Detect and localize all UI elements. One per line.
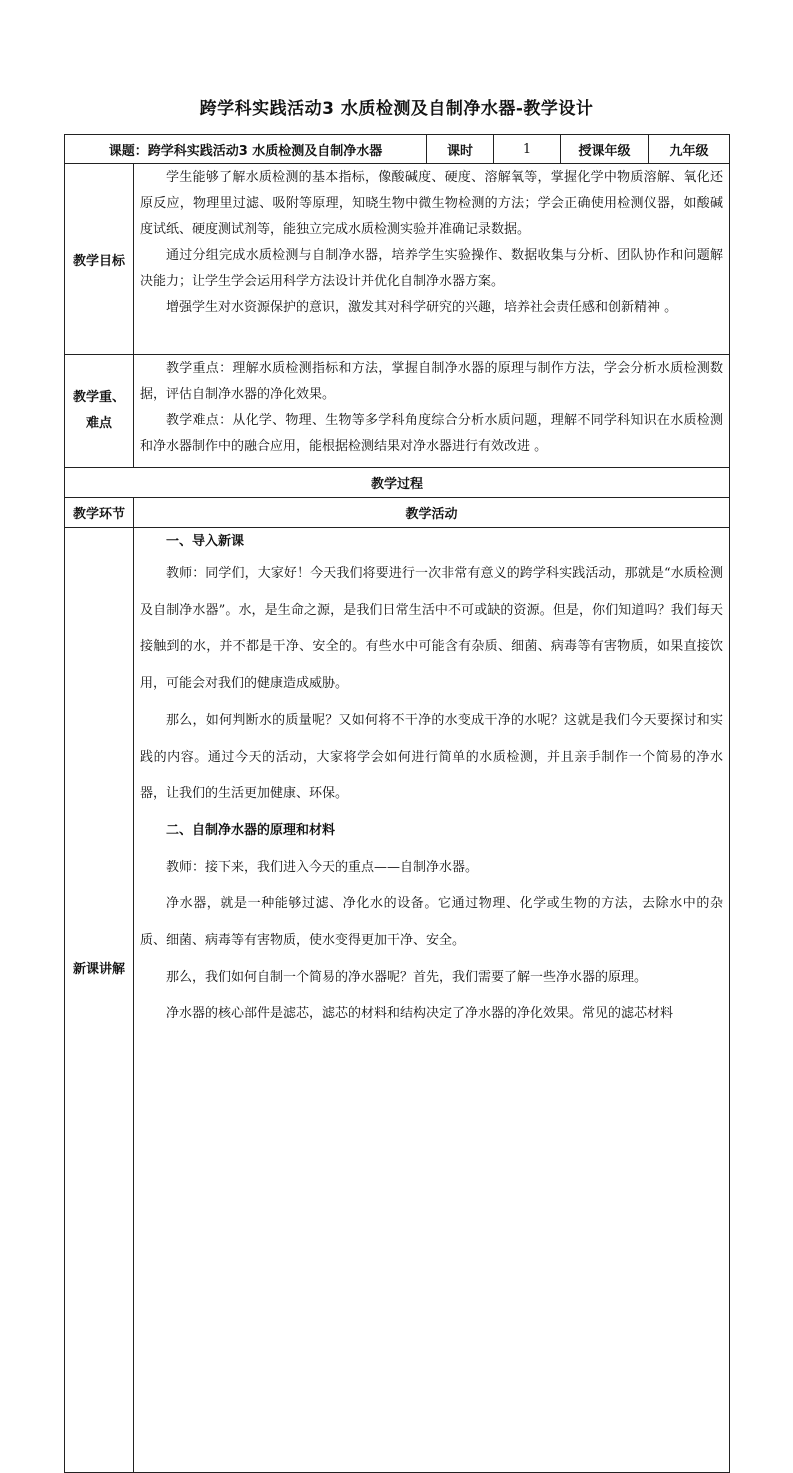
lecture-paragraph: 净水器的核心部件是滤芯，滤芯的材料和结构决定了净水器的净化效果。常见的滤芯材料 bbox=[166, 1006, 674, 1022]
keypoints-label-line1: 教学重、 bbox=[72, 390, 125, 405]
keypoints-label bbox=[65, 355, 134, 468]
process-title: 教学过程 bbox=[65, 468, 730, 498]
keypoints-content bbox=[134, 355, 730, 468]
lecture-paragraph: 教师：同学们，大家好！今天我们将要进行一次非常有意义的跨学科实践活动，那就是“水质检测及自制净水器”。水，是生命之源，是我们日常生活中不可或缺的资源。但是，你们知道吗？我们每天接触到的水，并不都是干净、安全的。有些水中可能含有杂质、细菌、病毒等有害物质，如果直接饮用，可能会对我们的健康造成威胁。 bbox=[140, 566, 724, 692]
topic-text: 课题：跨学科实践活动3 水质检测及自制净水器 bbox=[108, 143, 383, 159]
lecture-paragraph: 那么，我们如何自制一个简易的净水器呢？首先，我们需要了解一些净水器的原理。 bbox=[166, 969, 648, 985]
hours-value: 1 bbox=[494, 135, 561, 164]
keypoints-row bbox=[65, 355, 730, 468]
hours-label: 课时 bbox=[427, 135, 494, 164]
lecture-paragraph: 教师：接下来，我们进入今天的重点——自制净水器。 bbox=[166, 859, 479, 875]
keypoints-label-line2: 难点 bbox=[85, 416, 112, 431]
process-header-row bbox=[65, 498, 730, 528]
objectives-content bbox=[134, 164, 730, 355]
objectives-row bbox=[65, 164, 730, 355]
grade-value: 九年级 bbox=[649, 135, 730, 164]
document-title: 跨学科实践活动3 水质检测及自制净水器-教学设计 bbox=[199, 99, 594, 119]
section1-heading: 一、导入新课 bbox=[166, 534, 245, 549]
lecture-content bbox=[134, 528, 730, 1473]
section2-heading: 二、自制净水器的原理和材料 bbox=[166, 822, 336, 838]
topic-cell bbox=[65, 135, 427, 164]
objectives-label: 教学目标 bbox=[65, 164, 134, 355]
stage-column-header: 教学环节 bbox=[65, 498, 134, 528]
lecture-paragraph: 净水器，就是一种能够过滤、净化水的设备。它通过物理、化学或生物的方法，去除水中的杂质、细菌、病毒等有害物质，使水变得更加干净、安全。 bbox=[140, 896, 724, 949]
activity-column-header: 教学活动 bbox=[134, 498, 730, 528]
keypoint-paragraph: 教学难点：从化学、物理、生物等多学科角度综合分析水质问题，理解不同学科知识在水质检测和净水器制作中的融合应用，能根据检测结果对净水器进行有效改进 。 bbox=[140, 413, 724, 454]
objective-paragraph: 学生能够了解水质检测的基本指标，像酸碱度、硬度、溶解氧等，掌握化学中物质溶解、氧化还原反应，物理里过滤、吸附等原理，知晓生物中微生物检测的方法；学会正确使用检测仪器，如酸碱度试纸、硬度测试剂等，能独立完成水质检测实验并准确记录数据。 bbox=[140, 170, 724, 237]
process-title-row bbox=[65, 468, 730, 498]
lecture-row bbox=[65, 528, 730, 1473]
lecture-paragraph: 那么，如何判断水的质量呢？又如何将不干净的水变成干净的水呢？这就是我们今天要探讨和实践的内容。通过今天的活动，大家将学会如何进行简单的水质检测，并且亲手制作一个简易的净水器，让我们的生活更加健康、环保。 bbox=[140, 712, 724, 802]
keypoint-paragraph: 教学重点：理解水质检测指标和方法，掌握自制净水器的原理与制作方法，学会分析水质检测数据，评估自制净水器的净化效果。 bbox=[140, 361, 724, 402]
objective-paragraph: 通过分组完成水质检测与自制净水器，培养学生实验操作、数据收集与分析、团队协作和问题解决能力；让学生学会运用科学方法设计并优化自制净水器方案。 bbox=[140, 248, 724, 289]
grade-label: 授课年级 bbox=[561, 135, 649, 164]
objective-paragraph: 增强学生对水资源保护的意识，激发其对科学研究的兴趣，培养社会责任感和创新精神 。 bbox=[166, 300, 678, 315]
header-row bbox=[65, 135, 730, 164]
lesson-plan-table bbox=[64, 134, 730, 1473]
stage-label: 新课讲解 bbox=[65, 528, 134, 1473]
